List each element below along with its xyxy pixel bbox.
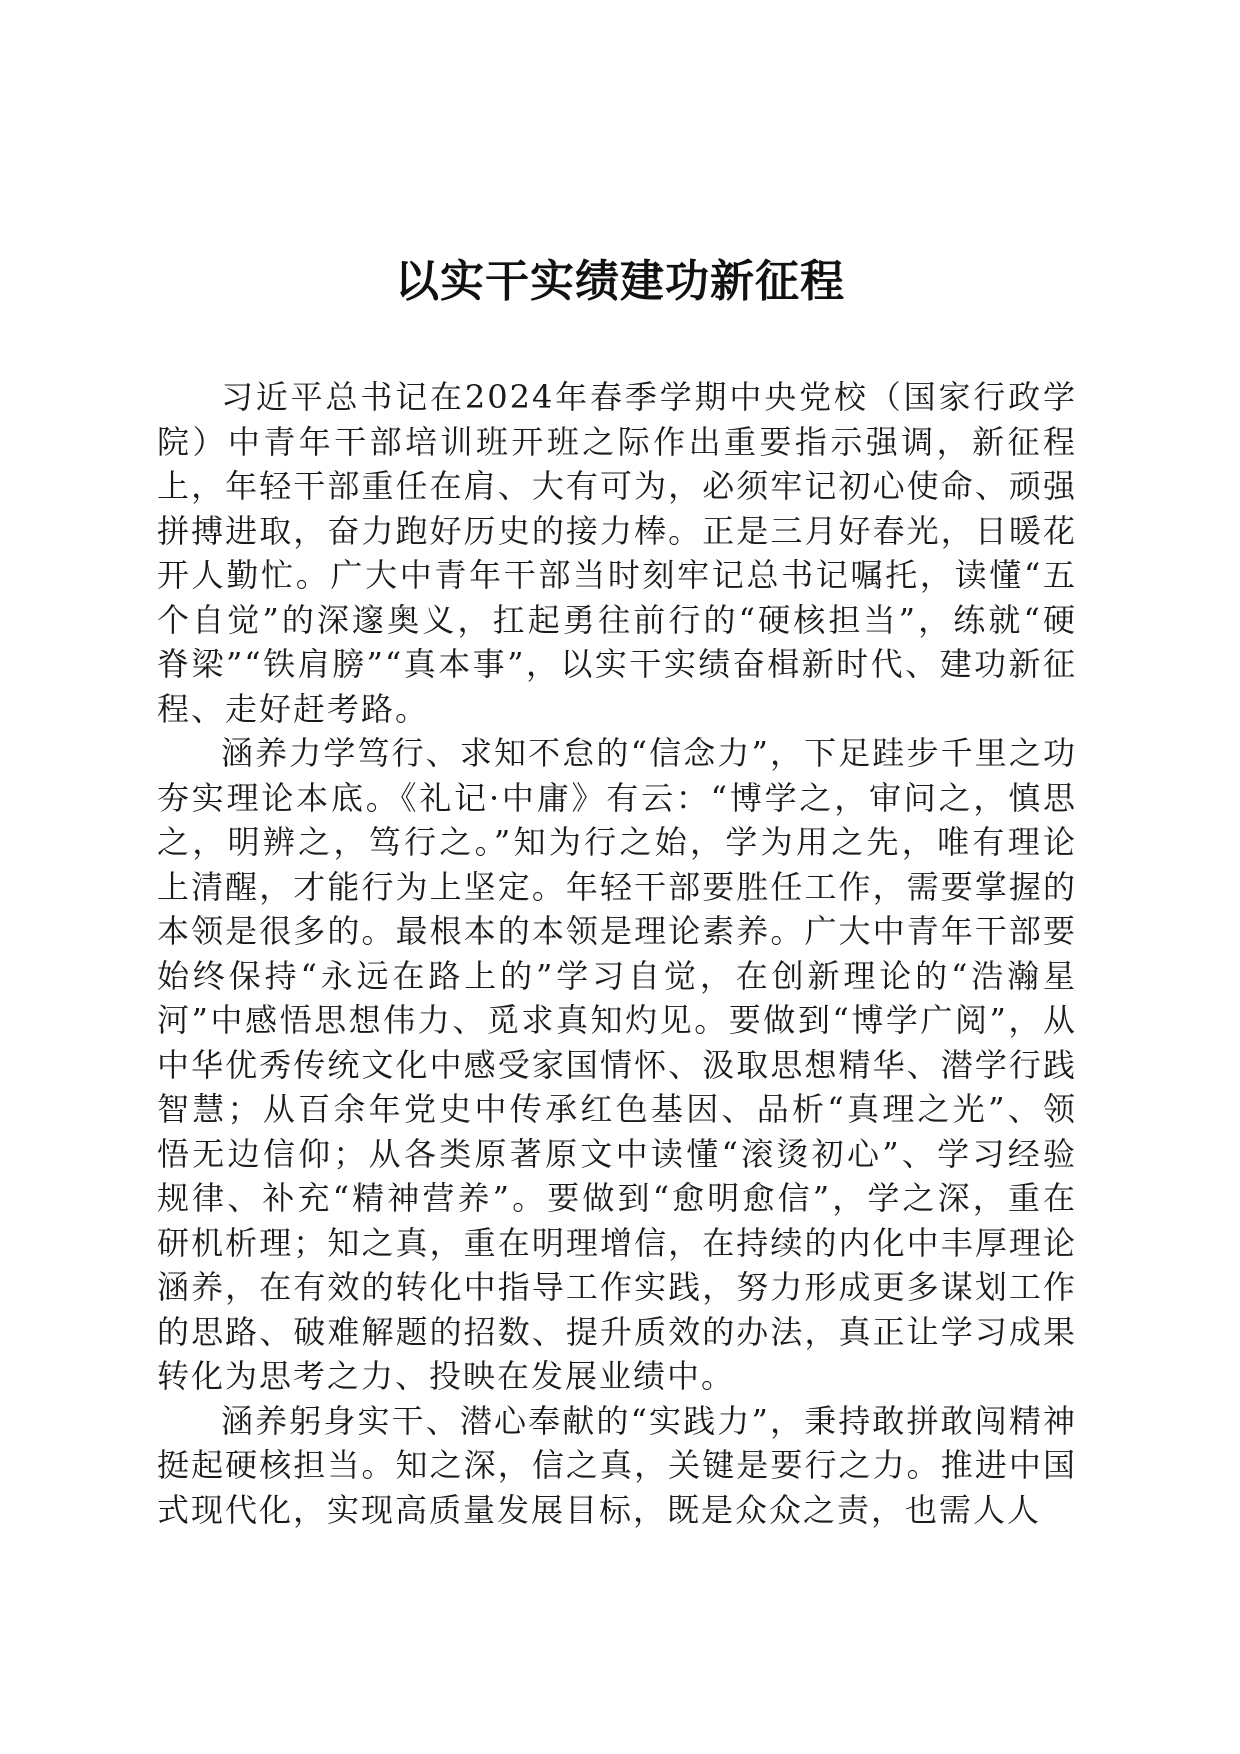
paragraph-intro: 习近平总书记在2024年春季学期中央党校（国家行政学院）中青年干部培训班开班之际作出重要指示强调，新征程上，年轻干部重任在肩、大有可为，必须牢记初心使命、顽强拼搏进取，奋力跑好历史的接力棒。正是三月好春光，日暖花开人勤忙。广大中青年干部当时刻牢记总书记嘱托，读懂“五个自觉”的深邃奥义，扛起勇往前行的“硬核担当”，练就“硬脊梁”“铁肩膀”“真本事”，以实干实绩奋楫新时代、建功新征程、走好赶考路。 xyxy=(157,378,1077,728)
document-body xyxy=(157,375,1077,1532)
paragraph-practice: 涵养躬身实干、潜心奉献的“实践力”，秉持敢拼敢闯精神挺起硬核担当。知之深，信之真，关键是要行之力。推进中国式现代化，实现高质量发展目标，既是众众之责，也需人人 xyxy=(157,1401,1077,1529)
document-title: 以实干实绩建功新征程 xyxy=(395,256,845,307)
paragraph-belief: 涵养力学笃行、求知不怠的“信念力”，下足跬步千里之功夯实理论本底。《礼记·中庸》有云：“博学之，审问之，慎思之，明辨之，笃行之。”知为行之始，学为用之先，唯有理论上清醒，才能行为上坚定。年轻干部要胜任工作，需要掌握的本领是很多的。最根本的本领是理论素养。广大中青年干部要始终保持“永远在路上的”学习自觉，在创新理论的“浩瀚星河”中感悟思想伟力、觅求真知灼见。要做到“博学广阅”，从中华优秀传统文化中感受家国情怀、汲取思想精华、潜学行践智慧；从百余年党史中传承红色基因、品析“真理之光”、领悟无边信仰；从各类原著原文中读懂“滚烫初心”、学习经验规律、补充“精神营养”。要做到“愈明愈信”，学之深，重在研机析理；知之真，重在明理增信，在持续的内化中丰厚理论涵养，在有效的转化中指导工作实践，努力形成更多谋划工作的思路、破难解题的招数、提升质效的办法，真正让学习成果转化为思考之力、投映在发展业绩中。 xyxy=(157,734,1077,1395)
